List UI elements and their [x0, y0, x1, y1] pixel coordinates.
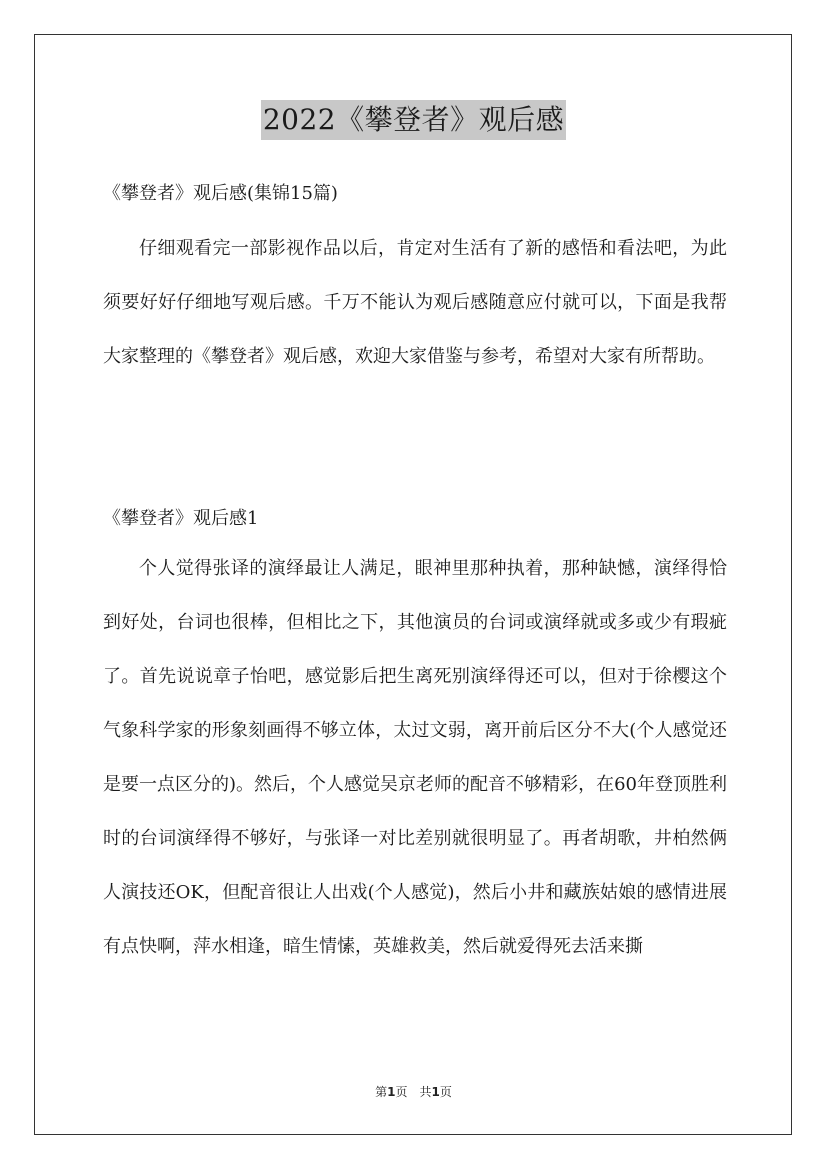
footer-page-suffix: 页	[395, 1085, 408, 1099]
intro-paragraph: 仔细观看完一部影视作品以后，肯定对生活有了新的感悟和看法吧，为此须要好好仔细地写观后感。千万不能认为观后感随意应付就可以，下面是我帮大家整理的《攀登者》观后感，欢迎大家借鉴与参考，希望对大家有所帮助。	[103, 238, 727, 367]
title-container	[0, 100, 827, 140]
footer-page-total: 1	[431, 1085, 440, 1099]
page-footer	[0, 1083, 827, 1101]
document-subtitle: 《攀登者》观后感(集锦15篇)	[103, 183, 338, 204]
footer-page-current: 1	[387, 1085, 396, 1099]
document-title: 2022《攀登者》观后感	[261, 100, 566, 140]
footer-total-suffix: 页	[439, 1085, 452, 1099]
footer-page-prefix: 第	[375, 1085, 388, 1099]
section-paragraph: 个人觉得张译的演绎最让人满足，眼神里那种执着，那种缺憾，演绎得恰到好处，台词也很棒，但相比之下，其他演员的台词或演绎就或多或少有瑕疵了。首先说说章子怡吧，感觉影后把生离死别演绎得还可以，但对于徐樱这个气象科学家的形象刻画得不够立体，太过文弱，离开前后区分不大(个人感觉还是要一点区分的)。然后，个人感觉吴京老师的配音不够精彩，在60年登顶胜利时的台词演绎得不够好，与张译一对比差别就很明显了。再者胡歌，井柏然俩人演技还OK，但配音很让人出戏(个人感觉)，然后小井和藏族姑娘的感情进展有点快啊，萍水相逢，暗生情愫，英雄救美，然后就爱得死去活来撕	[103, 558, 727, 957]
footer-total-prefix: 共	[419, 1085, 432, 1099]
section-heading: 《攀登者》观后感1	[103, 508, 259, 529]
